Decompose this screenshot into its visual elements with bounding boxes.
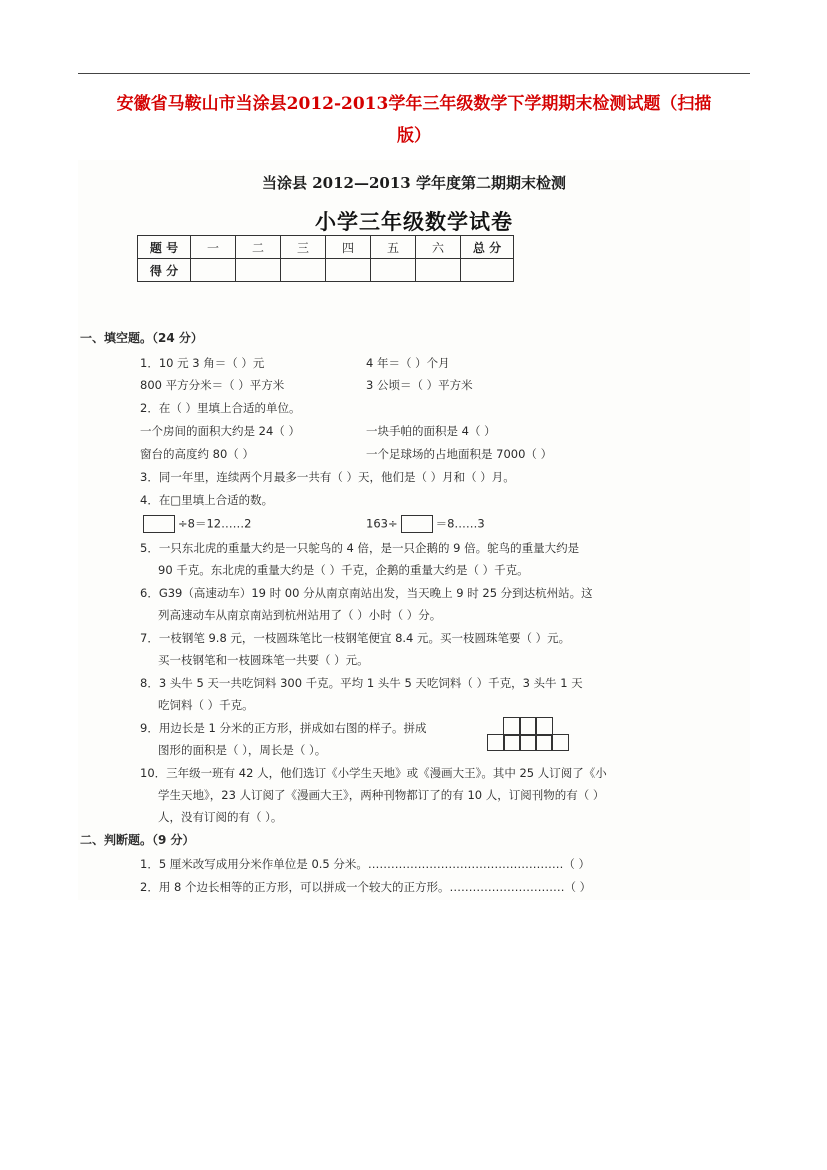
score-table-header-row — [138, 236, 514, 259]
question-4a — [140, 515, 251, 533]
score-table-score-row — [138, 259, 514, 282]
question-6-line2: 列高速动车从南京南站到杭州站用了（ ）小时（ ）分。 — [158, 608, 442, 622]
exam-subheading: 小学三年级数学试卷 — [315, 209, 513, 234]
score-blank — [371, 259, 416, 282]
score-blank — [326, 259, 371, 282]
score-cell: 二 — [236, 236, 281, 259]
score-cell: 一 — [191, 236, 236, 259]
question-2: 2．在（ ）里填上合适的单位。 — [140, 401, 301, 415]
question-7-line2: 买一枝钢笔和一枝圆珠笔一共要（ ）元。 — [158, 653, 369, 667]
question-4b — [366, 515, 485, 533]
document-title-line1: 安徽省马鞍山市当涂县2012-2013学年三年级数学下学期期末检测试题（扫描 — [116, 94, 712, 114]
score-cell: 得 分 — [138, 259, 191, 282]
question-7-line1: 7．一枝钢笔 9.8 元，一枝圆珠笔比一枝钢笔便宜 8.4 元。买一枝圆珠笔要（ ）元。 — [140, 631, 571, 645]
score-blank — [281, 259, 326, 282]
answer-box — [401, 515, 433, 533]
question-1a: 1．10 元 3 角＝（ ）元 — [140, 356, 265, 370]
question-10-line1: 10．三年级一班有 42 人，他们选订《小学生天地》或《漫画大王》。其中 25 人订阅了《小 — [140, 766, 607, 780]
section1-title: 一、填空题。（24 分） — [80, 331, 203, 345]
question-2c: 窗台的高度约 80（ ） — [140, 447, 254, 461]
question-2b: 一块手帕的面积是 4（ ） — [366, 424, 496, 438]
question-6-line1: 6．G39（高速动车）19 时 00 分从南京南站出发，当天晚上 9 时 25 分到达杭州站。这 — [140, 586, 593, 600]
document-title — [78, 88, 750, 152]
question-8-line1: 8．3 头牛 5 天一共吃饲料 300 千克。平均 1 头牛 5 天吃饲料（ ）千克，3 头牛 1 天 — [140, 676, 583, 690]
score-blank — [236, 259, 281, 282]
question-1c: 800 平方分米＝（ ）平方米 — [140, 378, 285, 392]
document-title-line2: 版） — [397, 126, 431, 146]
score-cell: 四 — [326, 236, 371, 259]
judge-question-1: 1．5 厘米改写成用分米作单位是 0.5 分米。……………………………………………（ ） — [140, 857, 591, 871]
question-10-line3: 人，没有订阅的有（ ）。 — [158, 810, 283, 824]
question-4b-tail: ＝8……3 — [435, 516, 485, 531]
scanned-exam-page — [78, 160, 750, 900]
question-4: 4．在□里填上合适的数。 — [140, 493, 274, 507]
question-9-line2: 图形的面积是（ ），周长是（ ）。 — [158, 743, 327, 757]
score-blank — [191, 259, 236, 282]
question-10-line2: 学生天地》，23 人订阅了《漫画大王》，两种刊物都订了的有 10 人，订阅刊物的有（ ） — [158, 788, 605, 802]
score-blank — [461, 259, 514, 282]
question-4b-head: 163÷ — [366, 516, 398, 531]
question-2a: 一个房间的面积大约是 24（ ） — [140, 424, 300, 438]
score-cell: 三 — [281, 236, 326, 259]
score-cell: 五 — [371, 236, 416, 259]
question-9-line1: 9．用边长是 1 分米的正方形，拼成如右图的样子。拼成 — [140, 721, 427, 735]
answer-box — [143, 515, 175, 533]
section2-title: 二、判断题。（9 分） — [80, 833, 195, 847]
score-cell: 题 号 — [138, 236, 191, 259]
score-cell: 总 分 — [461, 236, 514, 259]
square-grid-figure — [487, 717, 571, 751]
exam-heading: 当涂县 2012—2013 学年度第二期期末检测 — [262, 174, 566, 192]
question-3: 3．同一年里，连续两个月最多一共有（ ）天，他们是（ ）月和（ ）月。 — [140, 470, 515, 484]
score-cell: 六 — [416, 236, 461, 259]
score-blank — [416, 259, 461, 282]
question-4a-text: ÷8＝12……2 — [178, 516, 252, 531]
score-table — [137, 235, 514, 282]
question-5-line2: 90 千克。东北虎的重量大约是（ ）千克，企鹅的重量大约是（ ）千克。 — [158, 563, 529, 577]
question-5-line1: 5．一只东北虎的重量大约是一只鸵鸟的 4 倍，是一只企鹅的 9 倍。鸵鸟的重量大约是 — [140, 541, 580, 555]
question-1d: 3 公顷＝（ ）平方米 — [366, 378, 473, 392]
judge-question-2: 2．用 8 个边长相等的正方形，可以拼成一个较大的正方形。…………………………（ ） — [140, 880, 592, 894]
grid-square — [551, 734, 569, 751]
question-8-line2: 吃饲料（ ）千克。 — [158, 698, 254, 712]
question-2d: 一个足球场的占地面积是 7000（ ） — [366, 447, 553, 461]
header-rule — [78, 73, 750, 74]
question-1b: 4 年＝（ ）个月 — [366, 356, 450, 370]
